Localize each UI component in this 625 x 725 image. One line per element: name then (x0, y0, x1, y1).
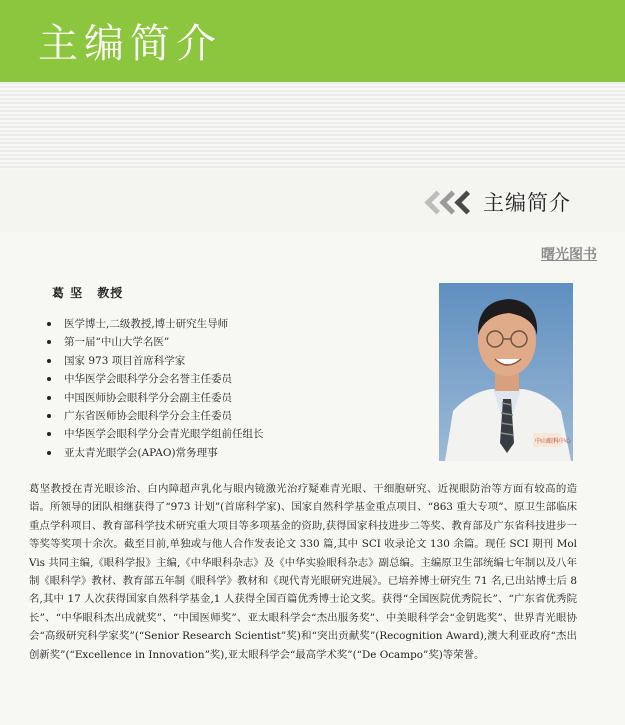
list-item: 广东省医师协会眼科学分会主任委员 (42, 407, 264, 425)
header-banner (0, 0, 625, 82)
double-chevron-left-icon (428, 194, 473, 211)
section-heading (428, 184, 571, 220)
list-item: 国家 973 项目首席科学家 (42, 352, 264, 370)
editor-name-line (52, 284, 123, 301)
section-title: 主编简介 (483, 191, 571, 215)
list-item: 中华医学会眼科学分会青光眼学组前任组长 (42, 425, 264, 443)
biography-paragraph: 葛坚教授在青光眼诊治、白内障超声乳化与眼内镜激光治疗疑难青光眼、干细胞研究、近视眼防治等方面有较高的造诣。所领导的团队相继获得了“973 计划”(首席科学家)、国家自然科学基金重点项目、“863 重大专项”、原卫生部临床重点学科项目、教育部科学技术研究重大项目等多项基金的资助,获得国家科技进步二等奖、教育部及广东省科技进步一等奖等奖项十余次。截至目前,单独或与他人合作发表论文 330 篇,其中 SCI 收录论文 130 余篇。现任 SCI 期刊 Mol Vis 共同主编,《眼科学报》主编,《中华眼科杂志》及《中华实验眼科杂志》副总编。主编原卫生部统编七年制以及八年制《眼科学》教材、教育部五年制《眼科学》教材和《现代青光眼研究进展》。已培养博士研究生 71 名,已出站博士后 8 名,其中 17 人次获得国家自然科学基金,1 人获得全国百篇优秀博士论文奖。获得“全国医院优秀院长”、“广东省优秀院长”、“中华眼科杰出成就奖”、“中国医师奖”、亚太眼科学会“杰出服务奖”、中美眼科学会“金钥匙奖”、世界青光眼协会“高级研究科学家奖”(“Senior Research Scientist”奖)和“突出贡献奖”(Recognition Award),澳大利亚政府“杰出创新奖”(“Excellence in Innovation”奖),亚太眼科学会“最高学术奖”(“De Ocampo”奖)等荣誉。 (29, 483, 577, 661)
coat-badge-text: 中山眼科中心 (535, 438, 572, 445)
editor-name: 葛 坚 (52, 286, 84, 300)
decorative-stripes (0, 82, 625, 170)
banner-title: 主编简介 (38, 21, 222, 67)
editor-portrait-photo (439, 283, 573, 461)
list-item: 亚太青光眼学会(APAO)常务理事 (42, 444, 264, 462)
list-item: 第一届“中山大学名医” (42, 333, 264, 351)
list-item: 中国医师协会眼科学分会副主任委员 (42, 389, 264, 407)
editor-title: 教授 (97, 286, 124, 300)
list-item: 医学博士,二级教授,博士研究生导师 (42, 315, 264, 333)
list-item: 中华医学会眼科学分会名誉主任委员 (42, 370, 264, 388)
credentials-list (42, 315, 264, 462)
publisher-watermark: 曙光图书 (541, 247, 597, 263)
